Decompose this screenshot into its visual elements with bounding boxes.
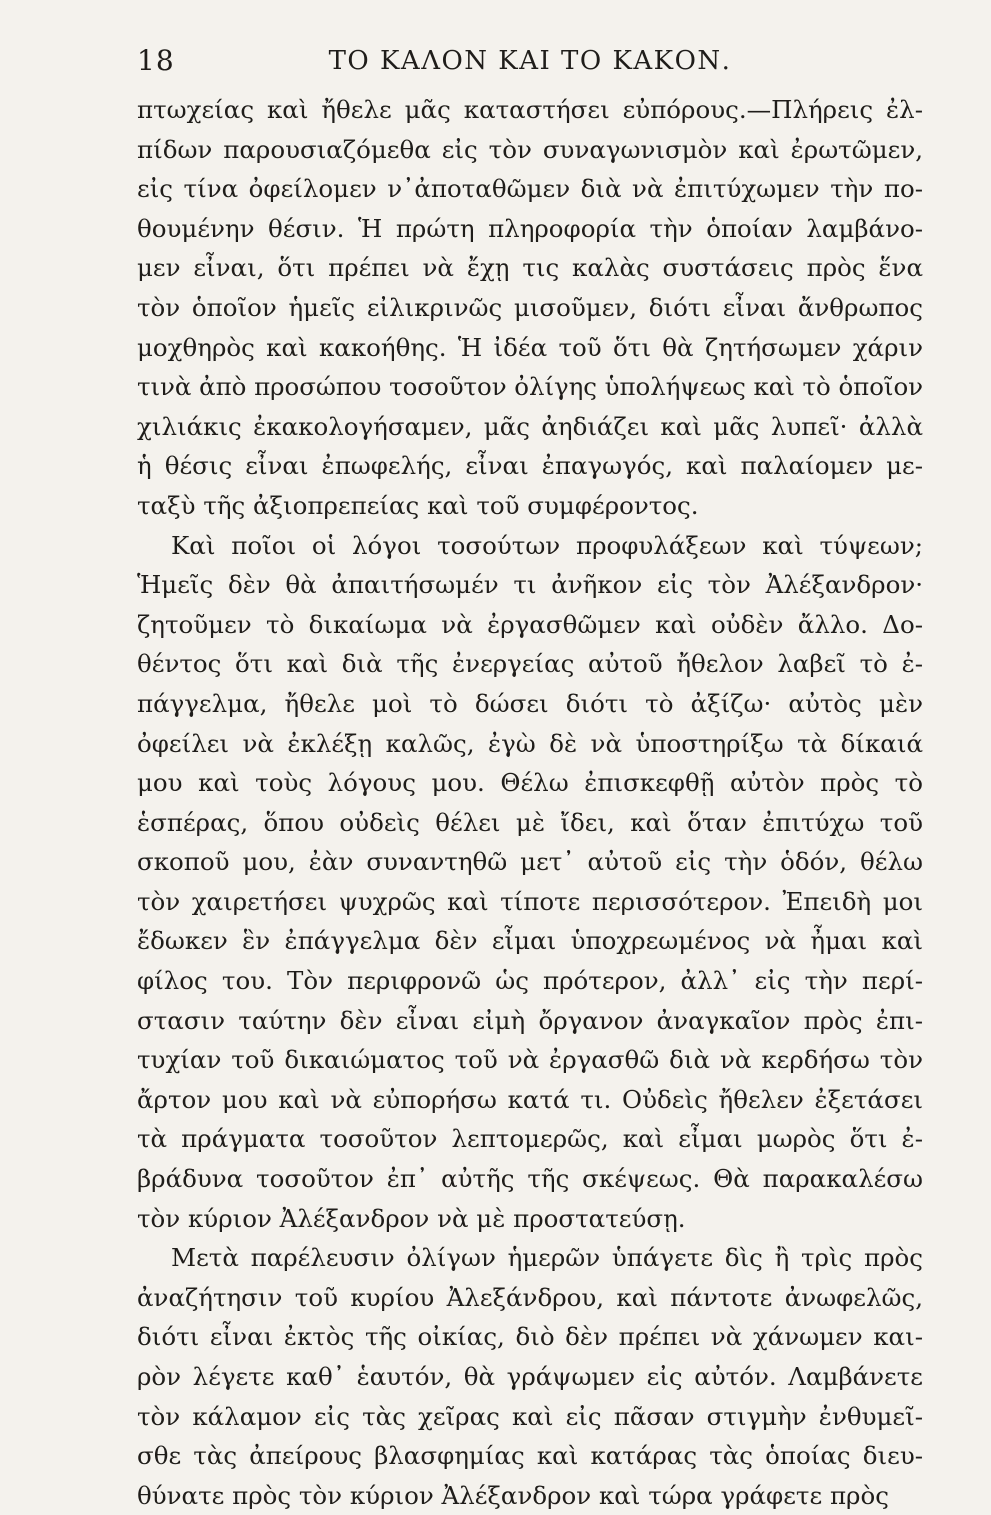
text-line: ἀναζήτησιν τοῦ κυρίου Ἀλεξάνδρου, καὶ πάντοτε ἀνωφελῶς,	[137, 1282, 923, 1312]
text-line: ἄρτον μου καὶ νὰ εὐπορήσω κατά τι. Οὐδεὶς ἤθελεν ἐξετάσει	[137, 1084, 923, 1114]
text-line: πάγγελμα, ἤθελε μοὶ τὸ δώσει διότι τὸ ἀξίζω· αὐτὸς μὲν	[137, 688, 923, 718]
text-line: βράδυνα τοσοῦτον ἐπ᾽ αὐτῆς τῆς σκέψεως. Θὰ παρακαλέσω	[137, 1164, 923, 1194]
text-line: μοχθηρὸς καὶ κακοήθης. Ἡ ἰδέα τοῦ ὅτι θὰ ζητήσωμεν χάριν	[137, 332, 923, 362]
text-line: πτωχείας καὶ ἤθελε μᾶς καταστήσει εὐπόρους.—Πλήρεις ἐλ-	[137, 95, 923, 124]
text-line: Καὶ ποῖοι οἱ λόγοι τοσούτων προφυλάξεων καὶ τύψεων;	[171, 530, 923, 560]
text-line: θουμένην θέσιν. Ἡ πρώτη πληροφορία τὴν ὁποίαν λαμβάνο-	[137, 213, 923, 243]
text-line: ζητοῦμεν τὸ δικαίωμα νὰ ἐργασθῶμεν καὶ οὐδὲν ἄλλο. Δο-	[137, 609, 923, 639]
text-line: ταξὺ τῆς ἀξιοπρεπείας καὶ τοῦ συμφέροντος.	[137, 490, 699, 520]
text-line: τὸν κάλαμον εἰς τὰς χεῖρας καὶ εἰς πᾶσαν στιγμὴν ἐνθυμεῖ-	[137, 1401, 923, 1431]
text-line: στασιν ταύτην δὲν εἶναι εἰμὴ ὄργανον ἀναγκαῖον πρὸς ἐπι-	[137, 1005, 923, 1035]
text-line: τὸν ὁποῖον ἡμεῖς εἰλικρινῶς μισοῦμεν, διότι εἶναι ἄνθρωπος	[137, 292, 923, 322]
text-line: χιλιάκις ἐκακολογήσαμεν, μᾶς ἀηδιάζει καὶ μᾶς λυπεῖ· ἀλλὰ	[137, 411, 923, 441]
text-line: ρὸν λέγετε καθ᾽ ἑαυτόν, θὰ γράψωμεν εἰς αὐτόν. Λαμβάνετε	[137, 1362, 923, 1391]
text-line: πίδων παρουσιαζόμεθα εἰς τὸν συναγωνισμὸν καὶ ἐρωτῶμεν,	[137, 134, 923, 164]
paragraph	[137, 90, 923, 526]
text-line: μεν εἶναι, ὅτι πρέπει νὰ ἔχῃ τις καλὰς συστάσεις πρὸς ἕνα	[137, 253, 923, 283]
text-line: τυχίαν τοῦ δικαιώματος τοῦ νὰ ἐργασθῶ διὰ νὰ κερδήσω τὸν	[137, 1045, 923, 1075]
text-line: ἔδωκεν ἓν ἐπάγγελμα δὲν εἶμαι ὑποχρεωμένος νὰ ἦμαι καὶ	[137, 926, 923, 956]
text-line: Μετὰ παρέλευσιν ὀλίγων ἡμερῶν ὑπάγετε δὶς ἢ τρὶς πρὸς	[171, 1243, 923, 1273]
text-line: σθε τὰς ἀπείρους βλασφημίας καὶ κατάρας τὰς ὁποίας διευ-	[137, 1441, 923, 1471]
text-line: Ἡμεῖς δὲν θὰ ἀπαιτήσωμέν τι ἀνῆκον εἰς τὸν Ἀλέξανδρον·	[137, 570, 923, 600]
text-line: τὸν κύριον Ἀλέξανδρον νὰ μὲ προστατεύσῃ.	[137, 1203, 686, 1233]
book-page	[137, 40, 923, 1515]
text-line: μου καὶ τοὺς λόγους μου. Θέλω ἐπισκεφθῇ αὐτὸν πρὸς τὸ	[137, 768, 923, 798]
text-line: τὰ πράγματα τοσοῦτον λεπτομερῶς, καὶ εἶμαι μωρὸς ὅτι ἐ-	[137, 1124, 923, 1154]
text-line: τὸν χαιρετήσει ψυχρῶς καὶ τίποτε περισσότερον. Ἐπειδὴ μοι	[137, 886, 923, 916]
text-line: εἰς τίνα ὀφείλομεν ν᾽ἀποταθῶμεν διὰ νὰ ἐπιτύχωμεν τὴν πο-	[137, 174, 923, 204]
text-line: διότι εἶναι ἐκτὸς τῆς οἰκίας, διὸ δὲν πρέπει νὰ χάνωμεν και-	[137, 1322, 923, 1352]
body-text	[137, 90, 923, 1515]
text-line: ἡ θέσις εἶναι ἐπωφελής, εἶναι ἐπαγωγός, καὶ παλαίομεν με-	[137, 451, 923, 481]
text-line: θέντος ὅτι καὶ διὰ τῆς ἐνεργείας αὐτοῦ ἤθελον λαβεῖ τὸ ἐ-	[137, 649, 923, 679]
text-line: σκοποῦ μου, ἐὰν συναντηθῶ μετ᾽ αὐτοῦ εἰς τὴν ὁδόν, θέλω	[137, 847, 923, 877]
page-number: 18	[137, 44, 175, 77]
text-line: ὀφείλει νὰ ἐκλέξῃ καλῶς, ἐγὼ δὲ νὰ ὑποστηρίξω τὰ δίκαιά	[137, 728, 923, 758]
text-line: φίλος του. Τὸν περιφρονῶ ὡς πρότερον, ἀλλ᾽ εἰς τὴν περί-	[137, 966, 923, 996]
paragraph	[137, 1238, 923, 1515]
running-title: ΤΟ ΚΑΛΟΝ ΚΑΙ ΤΟ ΚΑΚΟΝ.	[328, 46, 732, 76]
text-line: τινὰ ἀπὸ προσώπου τοσοῦτον ὀλίγης ὑπολήψεως καὶ τὸ ὁποῖον	[137, 372, 923, 402]
text-line: θύνατε πρὸς τὸν κύριον Ἀλέξανδρον καὶ τώρα γράφετε πρὸς	[137, 1480, 889, 1510]
paragraph	[137, 526, 923, 1239]
text-line: ἑσπέρας, ὅπου οὐδεὶς θέλει μὲ ἴδει, καὶ ὅταν ἐπιτύχω τοῦ	[137, 807, 923, 837]
page-header	[137, 40, 923, 82]
